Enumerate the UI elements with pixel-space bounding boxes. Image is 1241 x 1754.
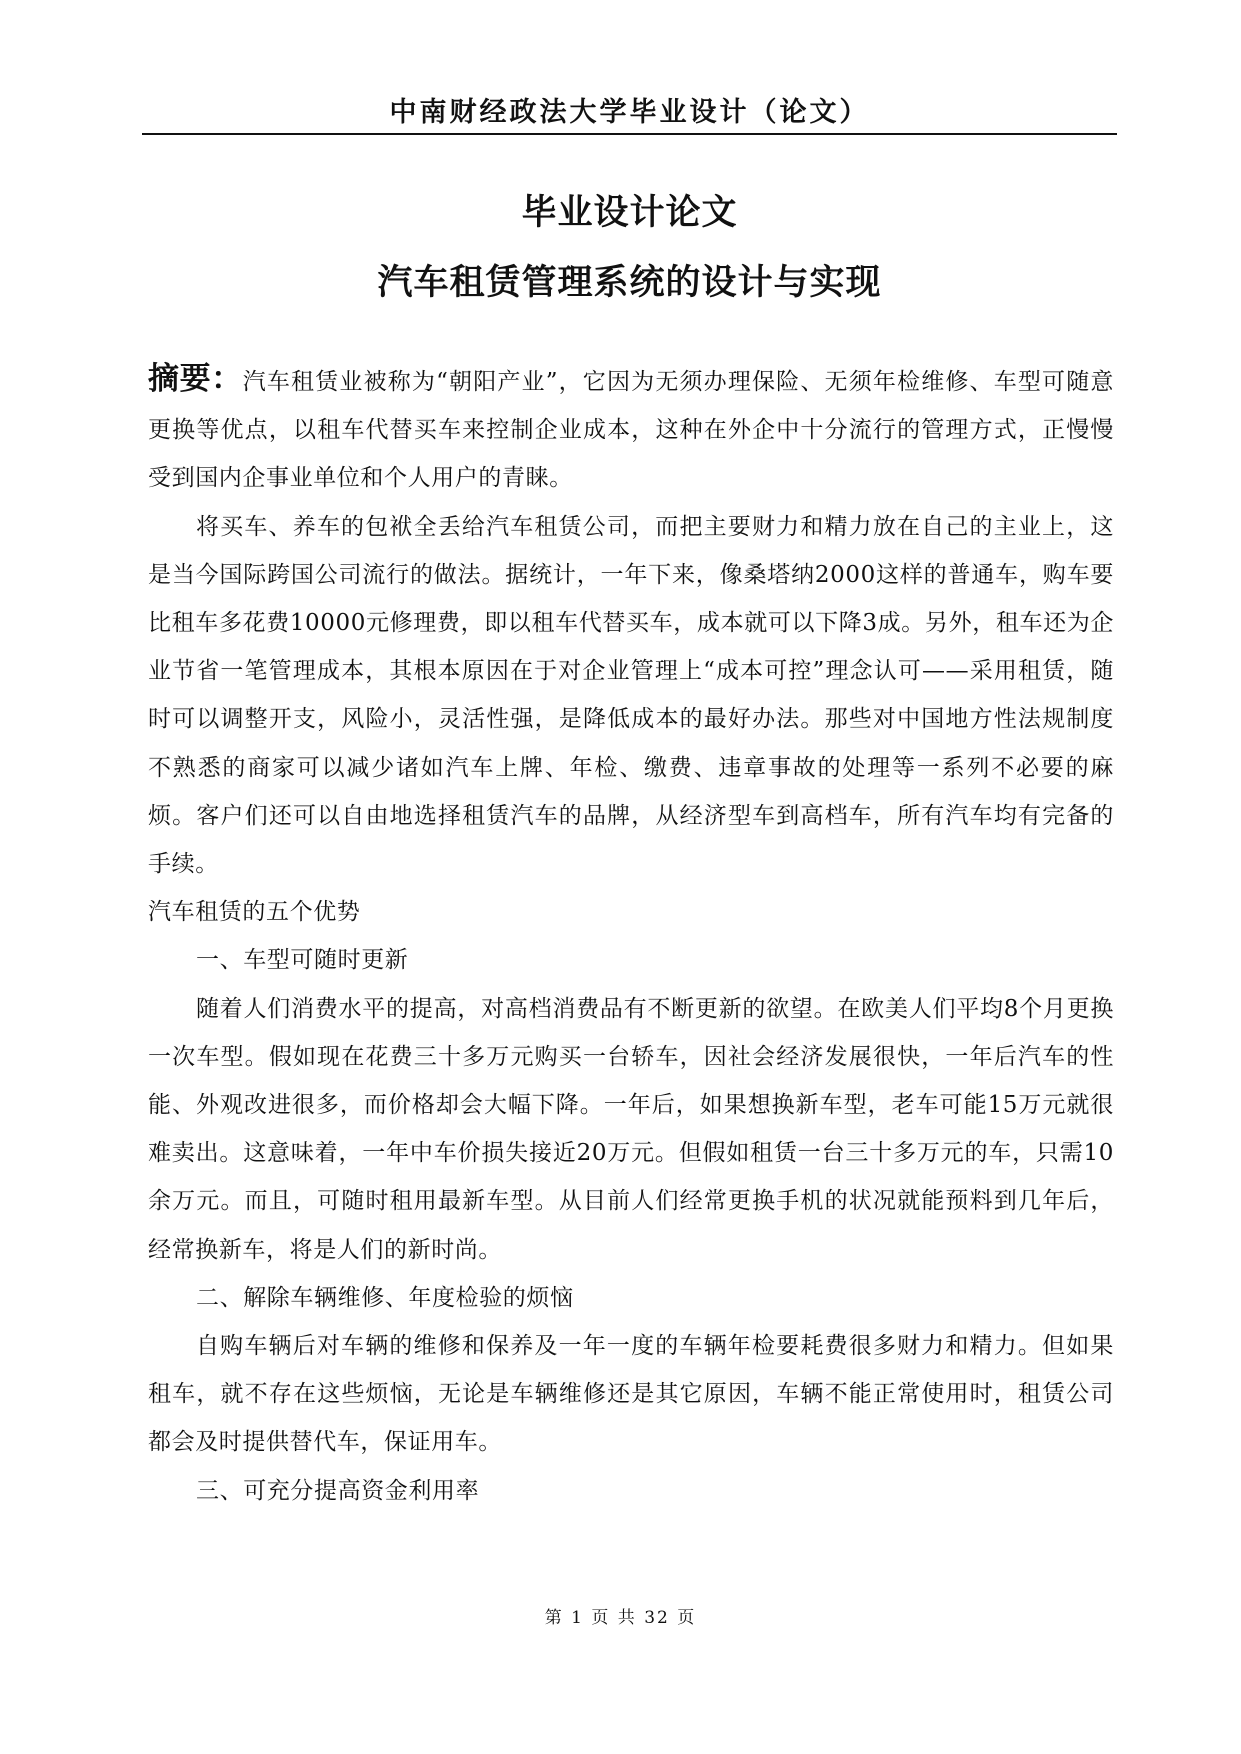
- paragraph-2: 自购车辆后对车辆的维修和保养及一年一度的车辆年检要耗费很多财力和精力。但如果租车，就不存在这些烦恼，无论是车辆维修还是其它原因，车辆不能正常使用时，租赁公司都会及时提供替代车，保证用车。: [148, 1333, 1114, 1456]
- header-rule: [142, 133, 1117, 135]
- body-text: [148, 355, 1114, 1515]
- abstract-label: 摘要：: [148, 361, 243, 397]
- subheading-3: 三、可充分提高资金利用率: [196, 1477, 480, 1504]
- paragraph-intro: 将买车、养车的包袱全丢给汽车租赁公司，而把主要财力和精力放在自己的主业上，这是当今国际跨国公司流行的做法。据统计，一年下来，像桑塔纳2000这样的普通车，购车要比租车多花费10000元修理费，即以租车代替买车，成本就可以下降3成。另外，租车还为企业节省一笔管理成本，其根本原因在于对企业管理上“成本可控”理念认可——采用租赁，随时可以调整开支，风险小，灵活性强，是降低成本的最好办法。那些对中国地方性法规制度不熟悉的商家可以减少诸如汽车上牌、年检、缴费、违章事故的处理等一系列不必要的麻烦。客户们还可以自由地选择租赁汽车的品牌，从经济型车到高档车，所有汽车均有完备的手续。: [148, 513, 1114, 878]
- page-number: 第 1 页 共 32 页: [544, 1608, 697, 1628]
- subheading-2: 二、解除车辆维修、年度检验的烦恼: [196, 1284, 574, 1311]
- abstract-paragraph: [148, 355, 1114, 503]
- paragraph-1: 随着人们消费水平的提高，对高档消费品有不断更新的欲望。在欧美人们平均8个月更换一次车型。假如现在花费三十多万元购买一台轿车，因社会经济发展很快，一年后汽车的性能、外观改进很多，而价格却会大幅下降。一年后，如果想换新车型，老车可能15万元就很难卖出。这意味着，一年中车价损失接近20万元。但假如租赁一台三十多万元的车，只需10余万元。而且，可随时租用最新车型。从目前人们经常更换手机的状况就能预料到几年后，经常换新车，将是人们的新时尚。: [148, 995, 1114, 1263]
- section-heading-advantages: 汽车租赁的五个优势: [148, 899, 361, 926]
- document-title: 毕业设计论文: [521, 192, 738, 233]
- document-subtitle: 汽车租赁管理系统的设计与实现: [377, 262, 882, 303]
- subheading-1: 一、车型可随时更新: [196, 947, 409, 974]
- title-block: [142, 178, 1117, 318]
- abstract-text: 汽车租赁业被称为“朝阳产业”，它因为无须办理保险、无须年检维修、车型可随意更换等优点，以租车代替买车来控制企业成本，这种在外企中十分流行的管理方式，正慢慢受到国内企事业单位和个人用户的青睐。: [148, 369, 1115, 492]
- page-header: 中南财经政法大学毕业设计（论文）: [389, 97, 870, 128]
